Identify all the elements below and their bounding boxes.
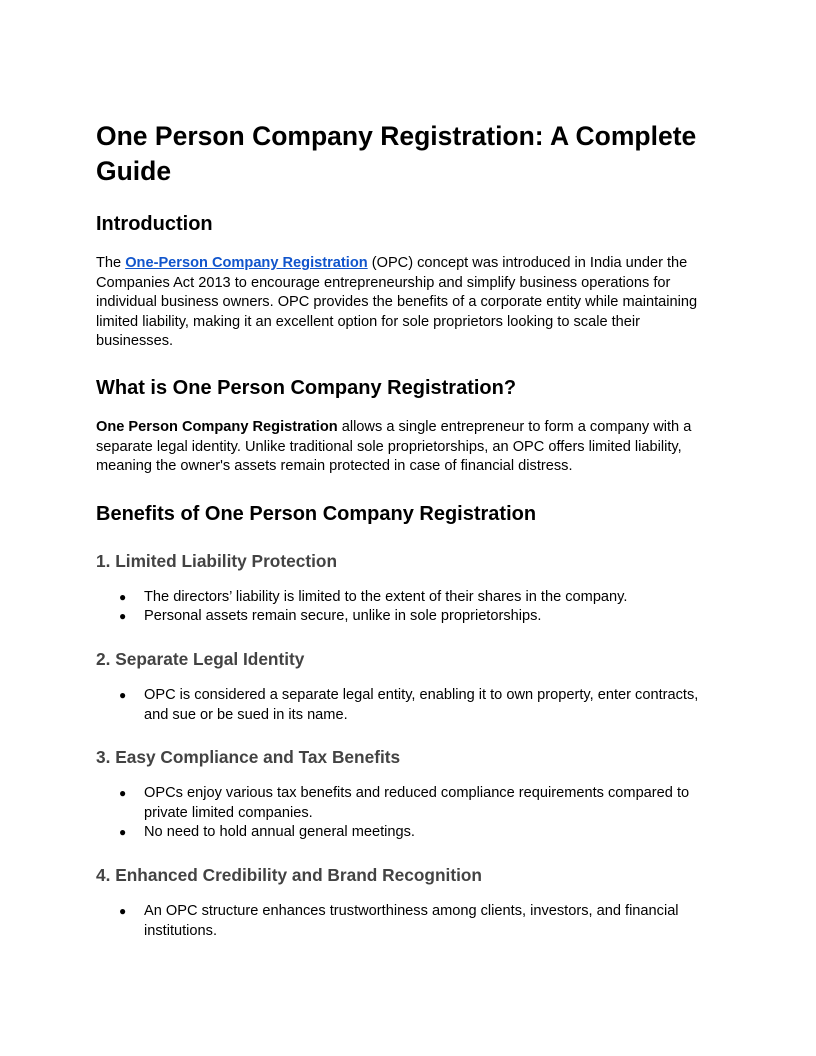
what-is-opc-heading: What is One Person Company Registration? (96, 376, 517, 399)
list-item-text: The directors’ liability is limited to the extent of their shares in the company. (144, 588, 628, 605)
list-item (96, 588, 720, 608)
benefits-heading: Benefits of One Person Company Registration (96, 502, 537, 525)
intro-paragraph (96, 254, 720, 352)
list-item-text: Personal assets remain secure, unlike in sole proprietorships. (144, 608, 542, 625)
what-rest: allows a single entrepreneur to form a company with a separate legal identity. Unlike traditional sole proprietorships, an OPC offers limited liability, meaning the owner's assets remain protected in case of financial distress. (96, 418, 692, 475)
what-bold-term: One Person Company Registration (96, 418, 338, 435)
bullet-icon: ● (119, 589, 127, 604)
what-is-opc-paragraph (96, 418, 720, 477)
bullet-icon: ● (119, 687, 127, 702)
benefit-list-limited-liability (96, 588, 720, 627)
bullet-icon: ● (119, 609, 127, 624)
opc-registration-link[interactable]: One-Person Company Registration (125, 255, 368, 271)
list-item-text: OPC is considered a separate legal entity, enabling it to own property, enter contracts, and sue or be sued in its name. (144, 686, 699, 723)
list-item-text: An OPC structure enhances trustworthiness among clients, investors, and financial institutions. (144, 902, 679, 939)
benefit-list-compliance-tax (96, 784, 720, 843)
benefit-heading-limited-liability: 1. Limited Liability Protection (96, 550, 338, 571)
page-title: One Person Company Registration: A Complete Guide (96, 121, 697, 186)
list-item-text: OPCs enjoy various tax benefits and reduced compliance requirements compared to private limited companies. (144, 785, 690, 821)
bullet-icon: ● (119, 786, 127, 801)
benefit-list-credibility (96, 902, 720, 941)
intro-suffix: (OPC) concept was introduced in India under the Companies Act 2013 to encourage entrepreneurship and simplify business operations for individual business owners. OPC provides the benefits of a corporate entity while maintaining limited liability, making it an excellent option for sole proprietors looking to scale their businesses. (96, 255, 698, 350)
document-body (96, 119, 720, 941)
bullet-icon: ● (119, 825, 127, 840)
bullet-icon: ● (119, 903, 127, 918)
benefit-heading-compliance-tax: 3. Easy Compliance and Tax Benefits (96, 747, 401, 768)
benefit-heading-separate-identity: 2. Separate Legal Identity (96, 648, 305, 669)
list-item (96, 902, 720, 941)
benefit-heading-credibility: 4. Enhanced Credibility and Brand Recognition (96, 864, 482, 885)
list-item (96, 784, 720, 823)
benefit-list-separate-identity (96, 686, 720, 725)
list-item (96, 686, 720, 725)
list-item-text: No need to hold annual general meetings. (144, 824, 415, 841)
list-item (96, 607, 720, 627)
intro-heading: Introduction (96, 213, 213, 235)
intro-prefix: The (96, 255, 126, 271)
list-item (96, 823, 720, 843)
